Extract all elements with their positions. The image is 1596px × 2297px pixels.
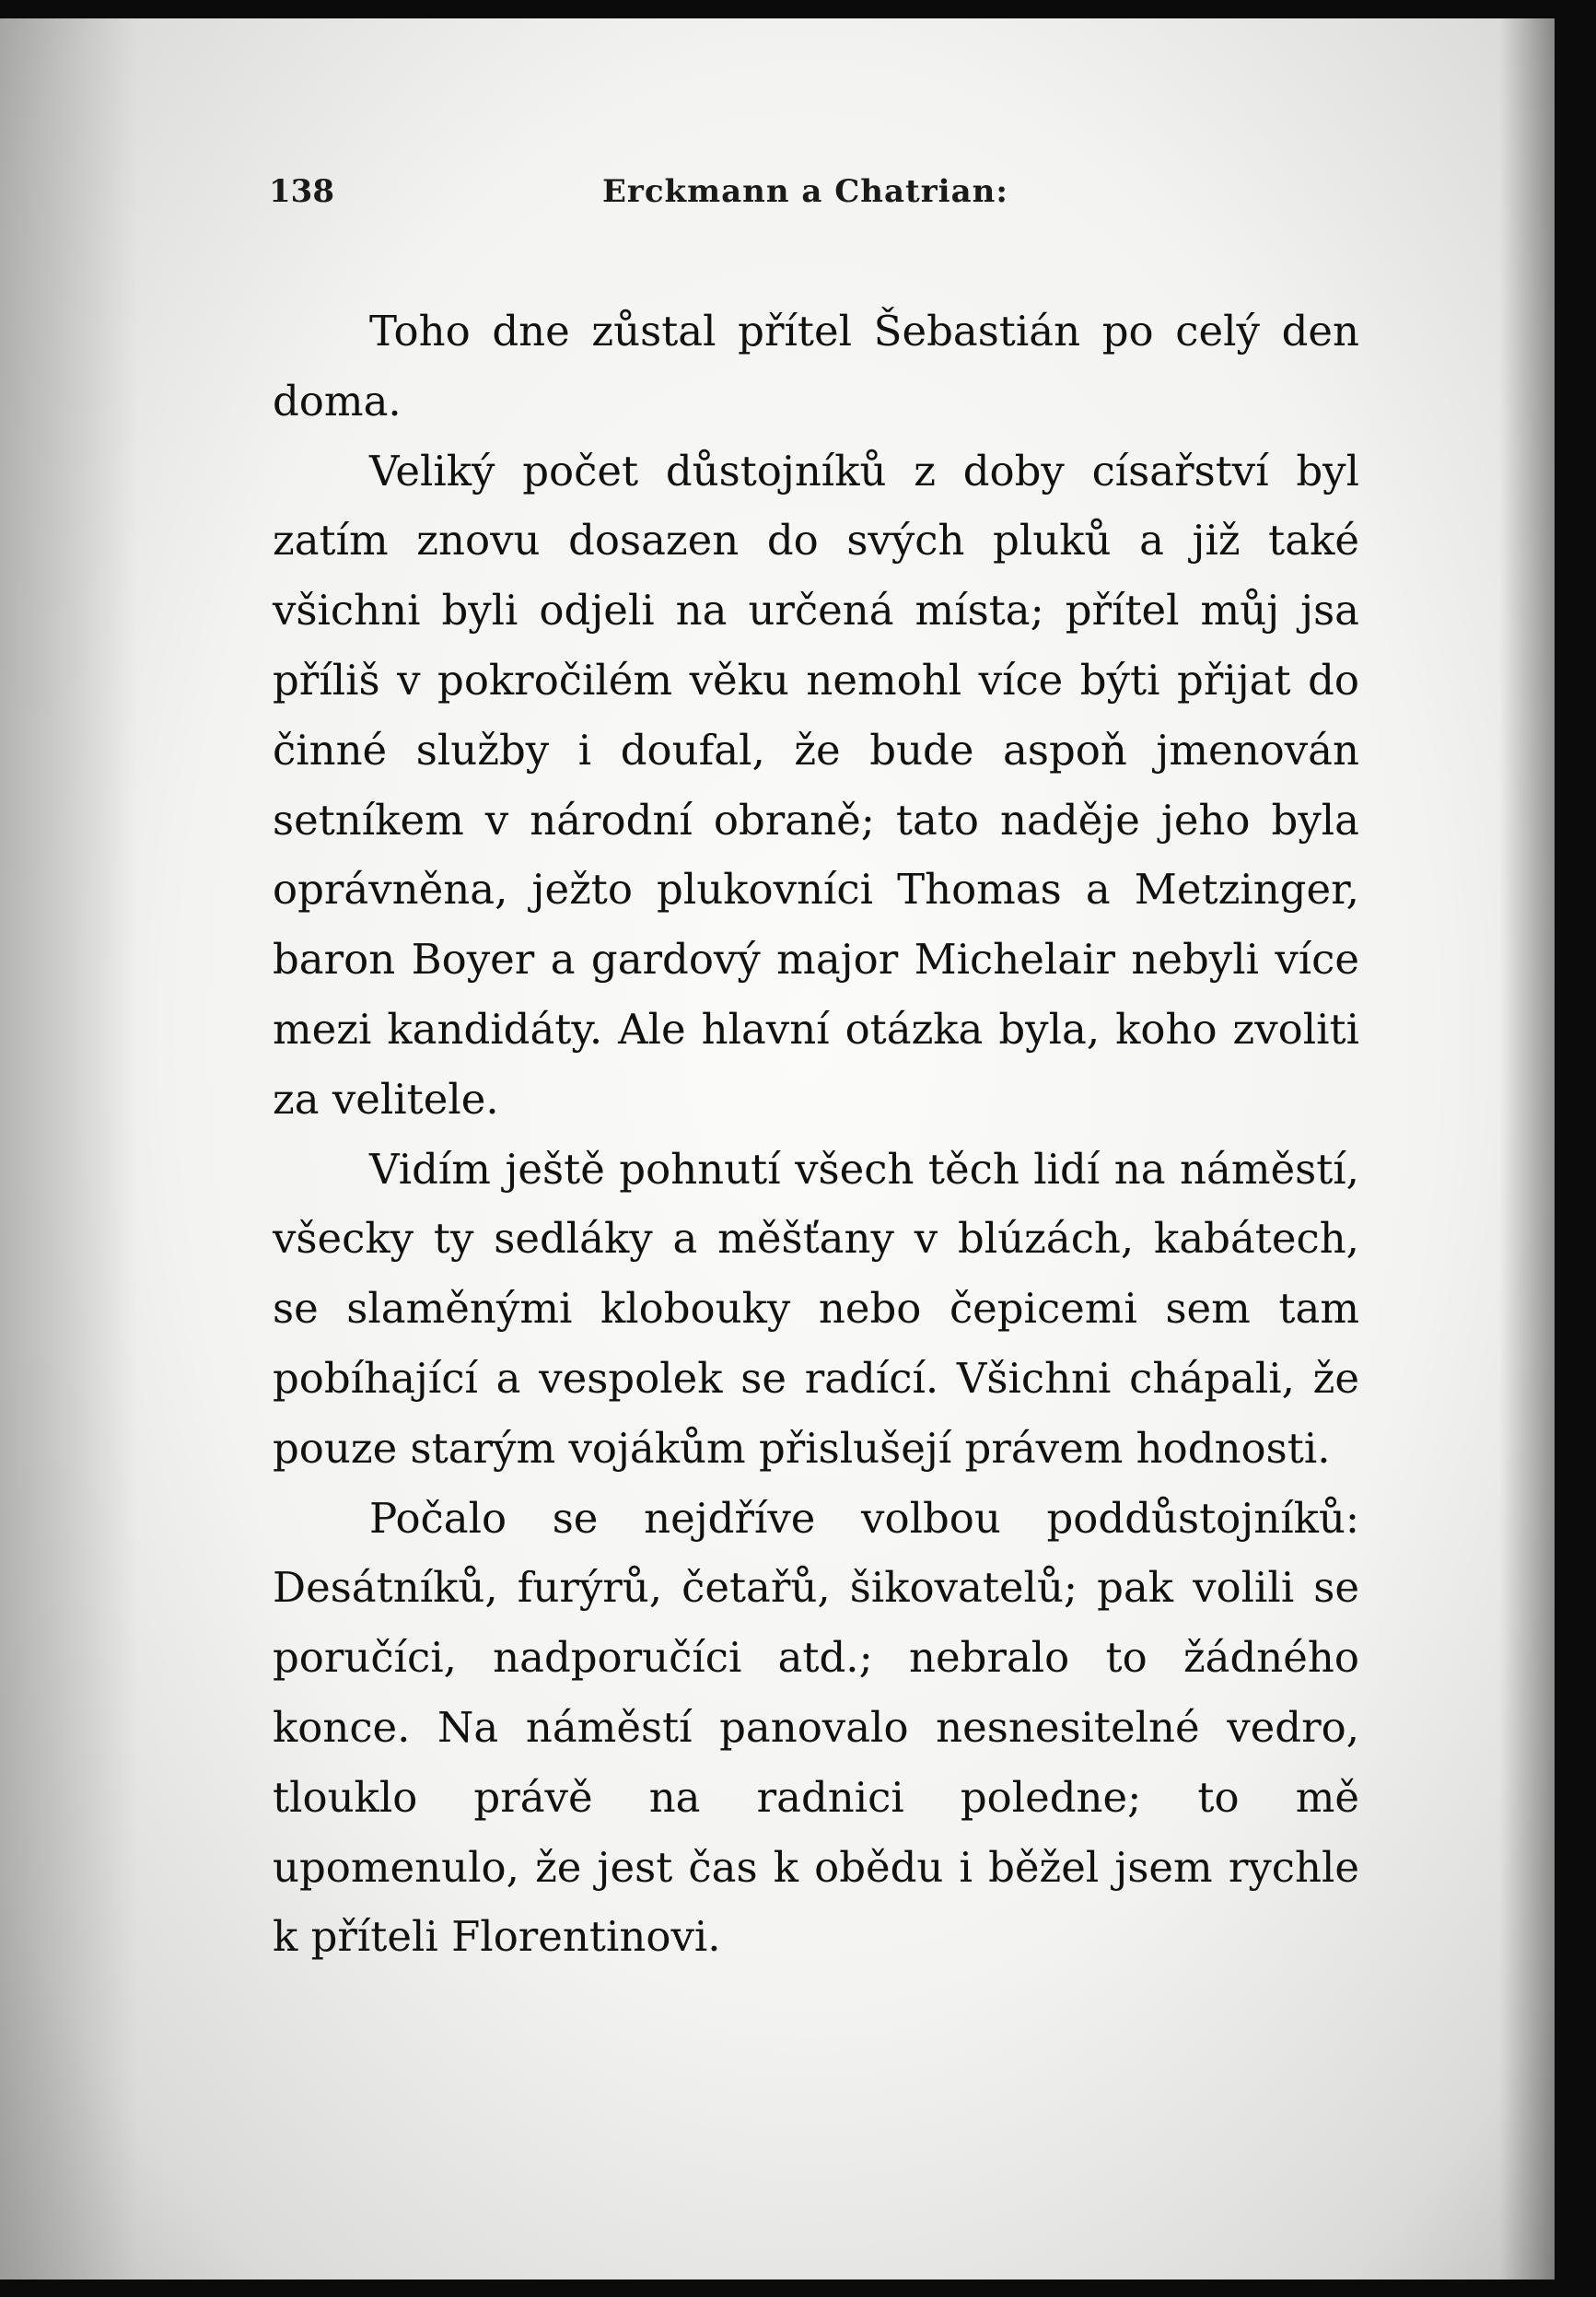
paragraph-1: Toho dne zůstal přítel Šebastián po celý den doma. <box>273 307 1359 426</box>
running-head: Erckmann a Chatrian: <box>602 173 1008 210</box>
paragraph-4: Počalo se nejdříve volbou poddůstojníků: Desátníků, furýrů, četařů, šikovatelů; pak volili se poručíci, nadporučíci atd.; nebralo to žádného konce. Na náměstí panovalo nesnesitelné vedro, tlouklo právě na radnici poledne; to mě upomenulo, že jest čas k obědu i běžel jsem rychle k příteli Florentinovi. <box>273 1493 1359 1962</box>
book-page <box>0 18 1555 2280</box>
page-header <box>269 173 1356 225</box>
paragraph-3: Vidím ještě pohnutí všech těch lidí na náměstí, všecky ty sedláky a měšťany v blúzách, kabátech, se slaměnými klobouky nebo čepicemi sem tam pobíhající a vespolek se radící. Všichni chápali, že pouze starým vojákům přislušejí právem hodnosti. <box>273 1144 1359 1473</box>
page-number: 138 <box>269 173 334 210</box>
body-text <box>273 297 1359 1972</box>
paragraph-2: Veliký počet důstojníků z doby císařství byl zatím znovu dosazen do svých pluků a již také všichni byli odjeli na určená místa; přítel můj jsa příliš v pokročilém věku nemohl více býti přijat do činné služby i doufal, že bude aspoň jmenován setníkem v národní obraně; tato naděje jeho byla oprávněna, ježto plukovníci Thomas a Metzinger, baron Boyer a gardový major Michelair nebyli více mezi kandidáty. Ale hlavní otázka byla, koho zvoliti za velitele. <box>273 446 1359 1124</box>
